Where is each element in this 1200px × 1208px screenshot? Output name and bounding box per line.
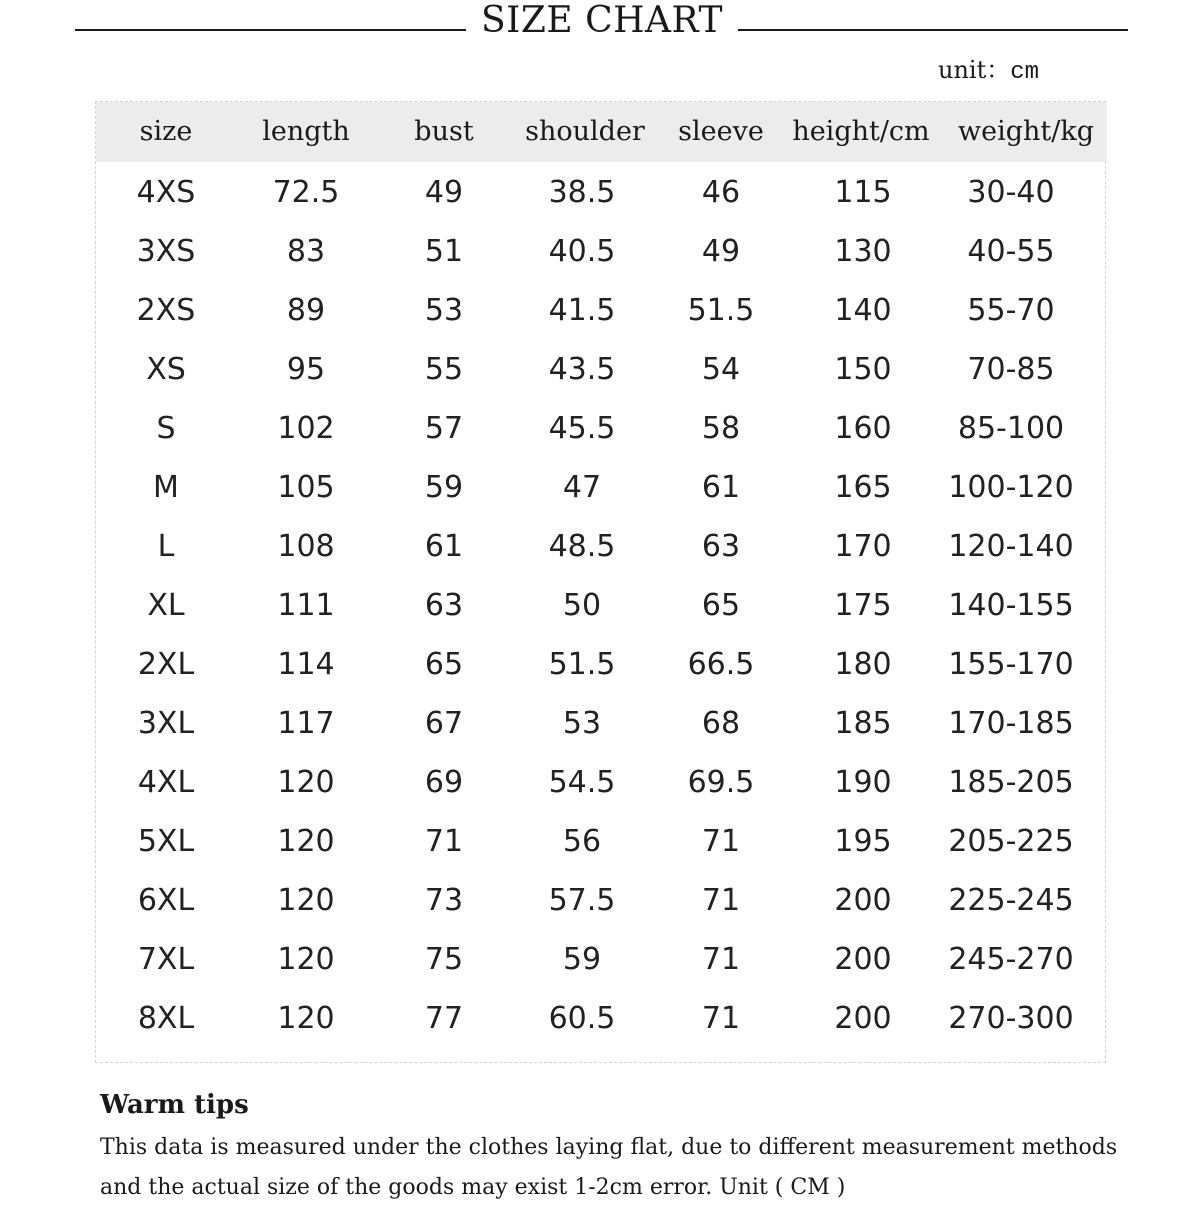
cell-height: 140 (834, 293, 892, 328)
header-size: size (139, 116, 193, 147)
cell-size: 3XS (136, 234, 196, 269)
table-row (96, 281, 1107, 340)
cell-size: XS (146, 352, 186, 387)
cell-length: 111 (277, 588, 335, 623)
cell-height: 185 (834, 706, 892, 741)
cell-length: 89 (286, 293, 326, 328)
cell-height: 130 (834, 234, 892, 269)
unit-label (938, 55, 1039, 88)
cell-size: 7XL (137, 942, 195, 977)
table-row (96, 694, 1107, 753)
cell-shoulder: 59 (562, 942, 602, 977)
cell-weight: 85-100 (957, 411, 1065, 446)
cell-shoulder: 60.5 (548, 1001, 616, 1036)
cell-weight: 70-85 (967, 352, 1055, 387)
table-row (96, 930, 1107, 989)
cell-length: 117 (277, 706, 335, 741)
cell-height: 200 (834, 942, 892, 977)
cell-bust: 49 (424, 175, 464, 210)
cell-size: 3XL (137, 706, 195, 741)
cell-weight: 30-40 (967, 175, 1055, 210)
table-row (96, 222, 1107, 281)
warm-tips-text (100, 1128, 1160, 1208)
table-row (96, 753, 1107, 812)
cell-sleeve: 69.5 (687, 765, 755, 800)
cell-sleeve: 61 (701, 470, 741, 505)
cell-shoulder: 57.5 (548, 883, 616, 918)
table-row (96, 517, 1107, 576)
cell-shoulder: 56 (562, 824, 602, 859)
cell-shoulder: 51.5 (548, 647, 616, 682)
cell-size: 5XL (137, 824, 195, 859)
cell-sleeve: 65 (701, 588, 741, 623)
cell-bust: 55 (424, 352, 464, 387)
cell-sleeve: 71 (701, 942, 741, 977)
table-row (96, 163, 1107, 222)
cell-weight: 170-185 (948, 706, 1074, 741)
cell-shoulder: 53 (562, 706, 602, 741)
cell-length: 72.5 (272, 175, 340, 210)
cell-shoulder: 43.5 (548, 352, 616, 387)
header-height: height/cm (792, 116, 930, 147)
cell-length: 95 (286, 352, 326, 387)
title-divider-left (75, 29, 466, 31)
cell-height: 175 (834, 588, 892, 623)
cell-length: 120 (277, 824, 335, 859)
table-row (96, 340, 1107, 399)
cell-bust: 61 (424, 529, 464, 564)
header-sleeve: sleeve (678, 116, 764, 147)
cell-sleeve: 71 (701, 883, 741, 918)
cell-length: 83 (286, 234, 326, 269)
table-header (96, 102, 1107, 162)
cell-length: 120 (277, 942, 335, 977)
cell-height: 115 (834, 175, 892, 210)
cell-sleeve: 68 (701, 706, 741, 741)
cell-bust: 53 (424, 293, 464, 328)
cell-bust: 73 (424, 883, 464, 918)
header-length: length (262, 116, 350, 147)
cell-weight: 205-225 (948, 824, 1074, 859)
cell-weight: 120-140 (948, 529, 1074, 564)
cell-bust: 57 (424, 411, 464, 446)
cell-size: 8XL (137, 1001, 195, 1036)
cell-bust: 75 (424, 942, 464, 977)
title-divider-right (738, 29, 1128, 31)
cell-shoulder: 41.5 (548, 293, 616, 328)
cell-height: 180 (834, 647, 892, 682)
cell-bust: 65 (424, 647, 464, 682)
cell-weight: 245-270 (948, 942, 1074, 977)
cell-weight: 225-245 (948, 883, 1074, 918)
cell-shoulder: 47 (562, 470, 602, 505)
cell-height: 170 (834, 529, 892, 564)
cell-sleeve: 71 (701, 1001, 741, 1036)
cell-length: 114 (277, 647, 335, 682)
cell-bust: 71 (424, 824, 464, 859)
cell-length: 102 (277, 411, 335, 446)
cell-weight: 185-205 (948, 765, 1074, 800)
unit-value: cm (1010, 59, 1040, 86)
table-row (96, 871, 1107, 930)
cell-height: 150 (834, 352, 892, 387)
cell-sleeve: 49 (701, 234, 741, 269)
cell-sleeve: 66.5 (687, 647, 755, 682)
cell-size: M (153, 470, 179, 505)
cell-shoulder: 45.5 (548, 411, 616, 446)
cell-size: 2XL (137, 647, 195, 682)
cell-sleeve: 54 (701, 352, 741, 387)
cell-length: 105 (277, 470, 335, 505)
cell-weight: 40-55 (967, 234, 1055, 269)
cell-size: 4XL (137, 765, 195, 800)
table-row (96, 635, 1107, 694)
cell-bust: 51 (424, 234, 464, 269)
cell-size: 2XS (136, 293, 196, 328)
table-row (96, 458, 1107, 517)
cell-length: 108 (277, 529, 335, 564)
cell-weight: 55-70 (967, 293, 1055, 328)
cell-height: 190 (834, 765, 892, 800)
warm-tips-line-1: This data is measured under the clothes laying flat, due to different measurement methods (100, 1135, 1118, 1160)
header-weight: weight/kg (958, 116, 1094, 147)
title-bar (0, 0, 1200, 50)
cell-sleeve: 58 (701, 411, 741, 446)
unit-label-text: unit： (938, 56, 1011, 84)
cell-sleeve: 63 (701, 529, 741, 564)
cell-size: 4XS (136, 175, 196, 210)
cell-bust: 59 (424, 470, 464, 505)
cell-sleeve: 71 (701, 824, 741, 859)
cell-size: XL (147, 588, 185, 623)
header-bust: bust (414, 116, 474, 147)
table-row (96, 989, 1107, 1048)
cell-height: 200 (834, 1001, 892, 1036)
cell-length: 120 (277, 765, 335, 800)
cell-length: 120 (277, 1001, 335, 1036)
cell-sleeve: 46 (701, 175, 741, 210)
cell-shoulder: 38.5 (548, 175, 616, 210)
table-row (96, 812, 1107, 871)
warm-tips-line-2: and the actual size of the goods may exist 1-2cm error. Unit ( CM ) (100, 1175, 846, 1200)
warm-tips-heading: Warm tips (100, 1090, 249, 1120)
cell-shoulder: 50 (562, 588, 602, 623)
cell-length: 120 (277, 883, 335, 918)
cell-weight: 100-120 (948, 470, 1074, 505)
size-table (95, 101, 1106, 1063)
cell-shoulder: 48.5 (548, 529, 616, 564)
cell-bust: 77 (424, 1001, 464, 1036)
cell-weight: 155-170 (948, 647, 1074, 682)
cell-weight: 140-155 (948, 588, 1074, 623)
cell-size: L (157, 529, 175, 564)
cell-shoulder: 54.5 (548, 765, 616, 800)
cell-size: 6XL (137, 883, 195, 918)
cell-size: S (156, 411, 176, 446)
header-shoulder: shoulder (525, 116, 645, 147)
cell-height: 160 (834, 411, 892, 446)
table-row (96, 576, 1107, 635)
table-row (96, 399, 1107, 458)
cell-bust: 67 (424, 706, 464, 741)
page-title: SIZE CHART (480, 0, 724, 41)
cell-height: 200 (834, 883, 892, 918)
cell-shoulder: 40.5 (548, 234, 616, 269)
cell-sleeve: 51.5 (687, 293, 755, 328)
cell-weight: 270-300 (948, 1001, 1074, 1036)
cell-height: 165 (834, 470, 892, 505)
cell-bust: 69 (424, 765, 464, 800)
cell-height: 195 (834, 824, 892, 859)
cell-bust: 63 (424, 588, 464, 623)
